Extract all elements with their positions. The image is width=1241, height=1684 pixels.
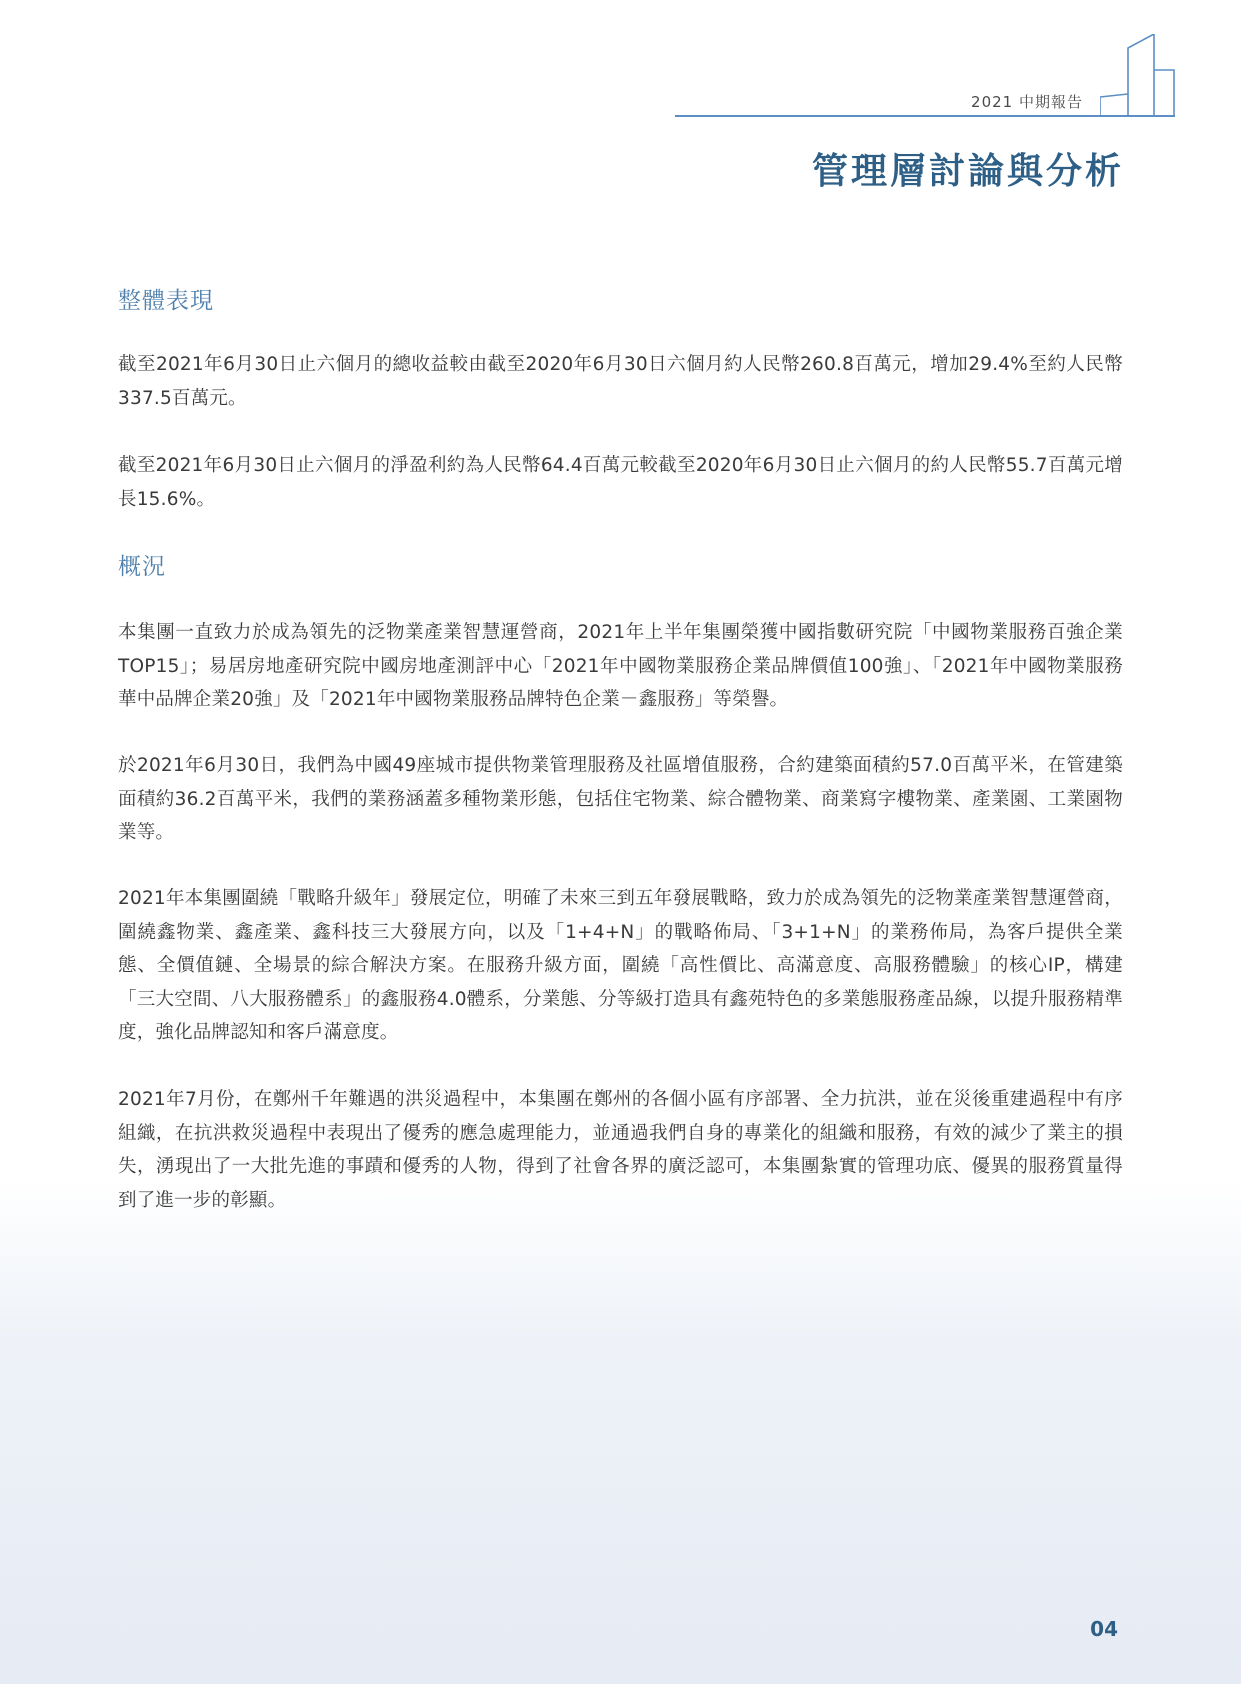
paragraph-flood: 2021年7月份，在鄭州千年難遇的洪災過程中，本集團在鄭州的各個小區有序部署、全力抗洪，並在災後重建過程中有序組織，在抗洪救災過程中表現出了優秀的應急處理能力，並通過我們自身的專業化的組織和服務，有效的減少了業主的損失，湧現出了一大批先進的事蹟和優秀的人物，得到了社會各界的廣泛認可，本集團紮實的管理功底、優異的服務質量得到了進一步的彰顯。: [118, 1089, 1123, 1211]
building-graphic-icon: [1100, 34, 1180, 118]
paragraph-awards: 本集團一直致力於成為領先的泛物業產業智慧運營商，2021年上半年集團榮獲中國指數研究院「中國物業服務百強企業TOP15」；易居房地產研究院中國房地產測評中心「2021年中國物業服務企業品牌價值100強」、「2021年中國物業服務華中品牌企業20強」及「2021年中國物業服務品牌特色企業－鑫服務」等榮譽。: [118, 622, 1123, 710]
paragraph-strategy: 2021年本集團圍繞「戰略升級年」發展定位，明確了未來三到五年發展戰略，致力於成為領先的泛物業產業智慧運營商，圍繞鑫物業、鑫產業、鑫科技三大發展方向，以及「1+4+N」的戰略佈局、「3+1+N」的業務佈局，為客戶提供全業態、全價值鏈、全場景的綜合解決方案。在服務升級方面，圍繞「高性價比、高滿意度、高服務體驗」的核心IP，構建「三大空間、八大服務體系」的鑫服務4.0體系，分業態、分等級打造具有鑫苑特色的多業態服務產品線，以提升服務精準度，強化品牌認知和客戶滿意度。: [118, 888, 1123, 1043]
paragraph-coverage: 於2021年6月30日，我們為中國49座城市提供物業管理服務及社區增值服務，合約建築面積約57.0百萬平米，在管建築面積約36.2百萬平米，我們的業務涵蓋多種物業形態，包括住宅物業、綜合體物業、商業寫字樓物業、產業園、工業園物業等。: [118, 755, 1123, 843]
page-number: 04: [1090, 1617, 1118, 1641]
paragraph-net-profit: 截至2021年6月30日止六個月的淨盈利約為人民幣64.4百萬元較截至2020年6月30日止六個月的約人民幣55.7百萬元增長15.6%。: [118, 455, 1123, 510]
section-heading-overview: 概況: [118, 554, 166, 580]
page-title: 管理層討論與分析: [811, 151, 1124, 192]
report-label: 2021 中期報告: [971, 93, 1083, 111]
paragraph-revenue: 截至2021年6月30日止六個月的總收益較由截至2020年6月30日六個月約人民幣260.8百萬元，增加29.4%至約人民幣337.5百萬元。: [118, 354, 1123, 409]
section-heading-overall: 整體表現: [118, 288, 214, 314]
